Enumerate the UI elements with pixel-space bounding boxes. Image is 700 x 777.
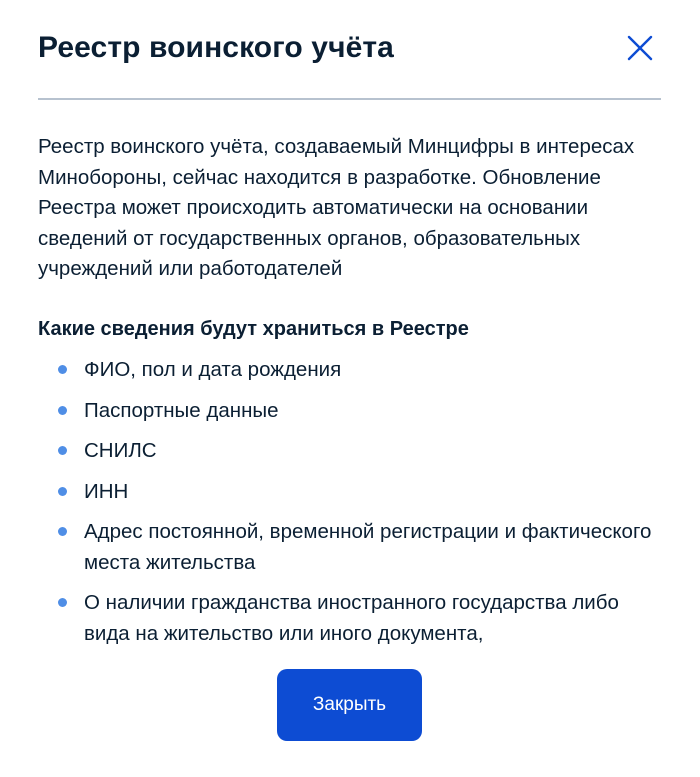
- list-item-label: Паспортные данные: [84, 398, 279, 422]
- bullet-icon: [58, 446, 67, 455]
- list-item: [38, 588, 663, 649]
- list-item-label: ФИО, пол и дата рождения: [84, 358, 342, 381]
- dialog-title: Реестр воинского учёта: [38, 31, 394, 64]
- close-button[interactable]: Закрыть: [277, 669, 422, 741]
- list-item-label: Адрес постоянной, временной регистрации и фактического места жительства: [84, 520, 652, 574]
- bullet-icon: [58, 406, 67, 415]
- stored-data-list: [38, 355, 663, 659]
- list-item: [38, 355, 663, 386]
- intro-paragraph: Реестр воинского учёта, создаваемый Минцифры в интересах Минобороны, сейчас находится в разработке. Обновление Реестра может происходить автоматически на основании сведений от государственных органов, образовательных учреждений или работодателей: [38, 135, 635, 280]
- list-item-label: О наличии гражданства иностранного государства либо вида на жительство или иного документа,: [84, 591, 619, 645]
- list-item: [38, 396, 663, 427]
- header-divider: [38, 98, 661, 100]
- close-icon[interactable]: [622, 30, 658, 66]
- list-item: [38, 517, 663, 578]
- list-item-label: ИНН: [84, 479, 129, 503]
- list-item: [38, 477, 663, 508]
- bullet-icon: [58, 527, 67, 536]
- list-item-label: СНИЛС: [84, 439, 157, 462]
- list-item: [38, 436, 663, 467]
- bullet-icon: [58, 365, 67, 374]
- bullet-icon: [58, 598, 67, 607]
- close-icon-glyph: [627, 35, 653, 61]
- stored-data-heading: Какие сведения будут храниться в Реестре: [38, 318, 469, 340]
- bullet-icon: [58, 487, 67, 496]
